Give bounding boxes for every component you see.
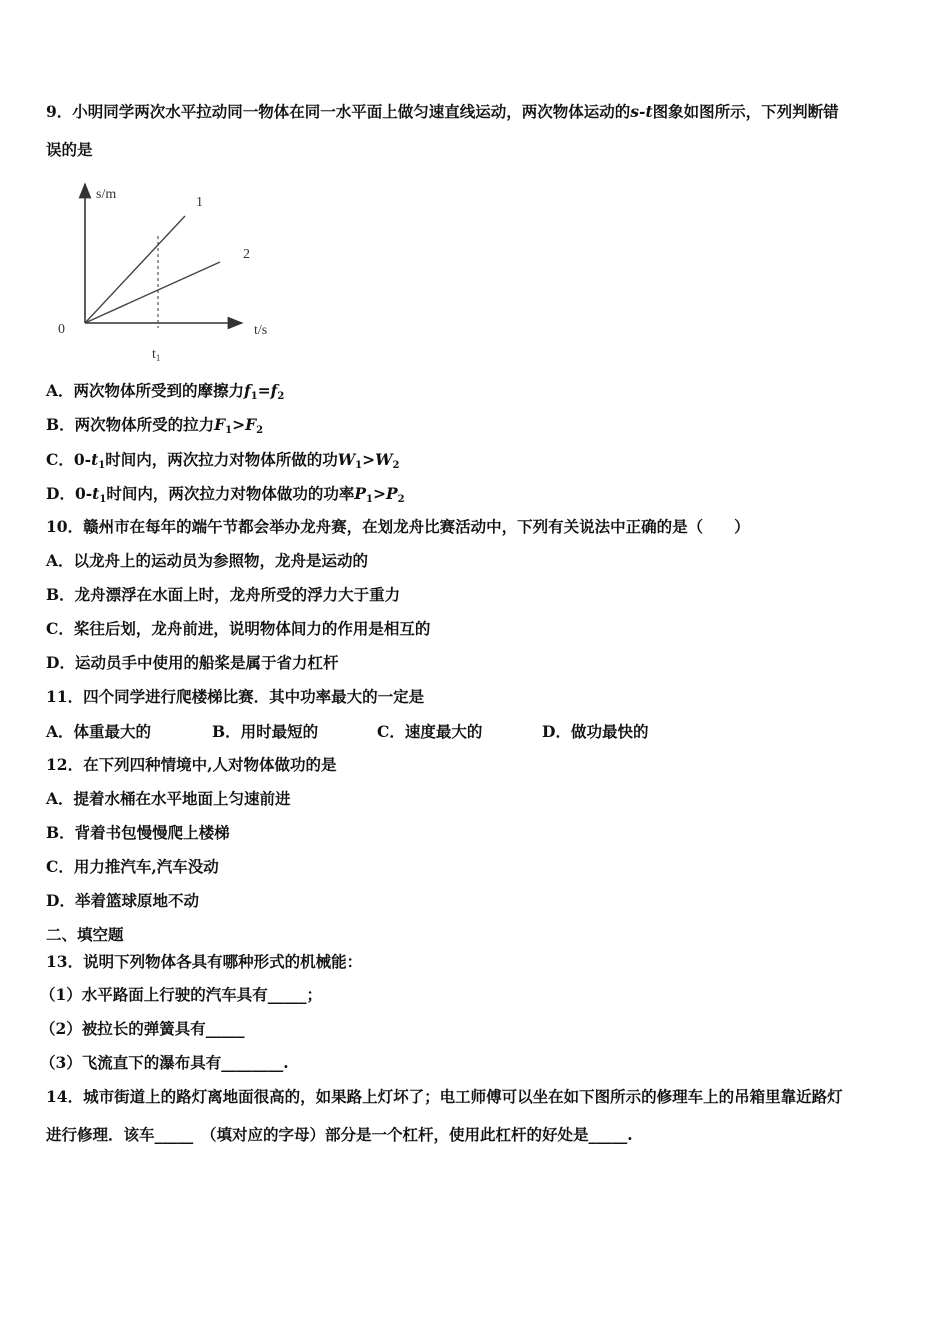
- q9-option-c: C．$0-t_1$时间内，两次拉力对物体所做的功$W_1>W_2$: [46, 450, 400, 471]
- q11-stem: 11．四个同学进行爬楼梯比赛．其中功率最大的一定是: [46, 687, 425, 706]
- line-1-label: 1: [196, 195, 203, 210]
- q12-option-a: A．提着水桶在水平地面上匀速前进: [46, 789, 291, 808]
- q14-line2: 进行修理．该车_____ （填对应的字母）部分是一个杠杆，使用此杠杆的好处是_____.: [46, 1125, 633, 1144]
- q11-option-c: C．速度最大的: [377, 722, 483, 741]
- q11-option-a: A．体重最大的: [46, 722, 152, 741]
- y-axis-label: s/m: [96, 187, 117, 202]
- t1-tick-label: $t_1$: [152, 347, 161, 363]
- q10-option-a: A．以龙舟上的运动员为参照物，龙舟是运动的: [46, 551, 369, 570]
- line-1: [85, 216, 185, 323]
- q9-stem-line1: 9．小明同学两次水平拉动同一物体在同一水平面上做匀速直线运动，两次物体运动的s-t图象如图所示，下列判断错: [46, 102, 839, 121]
- origin-label: 0: [58, 322, 65, 337]
- q9-stem-line2: 误的是: [46, 140, 93, 159]
- q10-option-d: D．运动员手中使用的船桨是属于省力杠杆: [46, 653, 339, 672]
- line-2: [85, 262, 220, 323]
- q9-option-a: A．两次物体所受到的摩擦力$f_1=f_2$: [46, 381, 285, 402]
- section-heading-fill-in: 二、填空题: [46, 925, 124, 944]
- q11-option-b: B．用时最短的: [212, 722, 319, 741]
- x-axis-label: t/s: [254, 323, 268, 338]
- q13-part-3: （3）飞流直下的瀑布具有________.: [40, 1053, 289, 1072]
- line-2-label: 2: [243, 247, 250, 262]
- q12-option-c: C．用力推汽车,汽车没动: [46, 857, 219, 876]
- q9-st-graph: [52, 176, 292, 366]
- q13-part-2: （2）被拉长的弹簧具有_____: [40, 1019, 245, 1038]
- q9-option-b: B．两次物体所受的拉力$F_1>F_2$: [46, 415, 264, 436]
- q9-option-d: D．$0-t_1$时间内，两次拉力对物体做功的功率$P_1>P_2$: [46, 484, 405, 505]
- q10-stem: 10．赣州市在每年的端午节都会举办龙舟赛，在划龙舟比赛活动中，下列有关说法中正确的是（ ）: [46, 517, 750, 536]
- q10-option-b: B．龙舟漂浮在水面上时，龙舟所受的浮力大于重力: [46, 585, 401, 604]
- q11-option-d: D．做功最快的: [542, 722, 649, 741]
- q12-option-b: B．背着书包慢慢爬上楼梯: [46, 823, 230, 842]
- q12-option-d: D．举着篮球原地不动: [46, 891, 199, 910]
- q13-stem: 13．说明下列物体各具有哪种形式的机械能：: [46, 952, 363, 971]
- q10-option-c: C．桨往后划，龙舟前进，说明物体间力的作用是相互的: [46, 619, 431, 638]
- q13-part-1: （1）水平路面上行驶的汽车具有_____；: [40, 985, 323, 1004]
- q14-line1: 14．城市街道上的路灯离地面很高的，如果路上灯坏了；电工师傅可以坐在如下图所示的修理车上的吊箱里靠近路灯: [46, 1087, 843, 1106]
- q12-stem: 12．在下列四种情境中,人对物体做功的是: [46, 755, 337, 774]
